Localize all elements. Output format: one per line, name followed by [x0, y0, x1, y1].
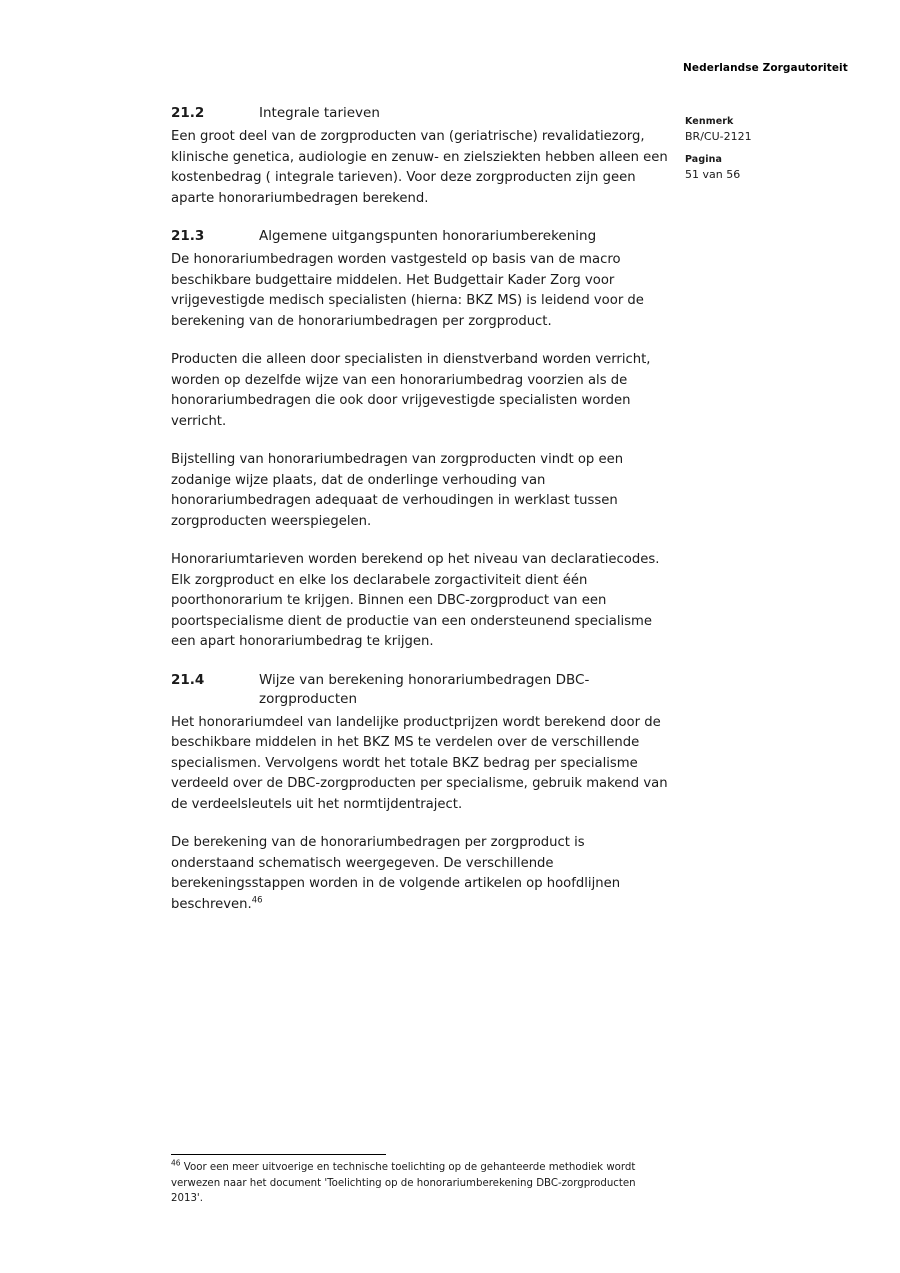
- footnote: [171, 1160, 661, 1207]
- paragraph: Het honorariumdeel van landelijke productprijzen wordt berekend door de beschikbare middelen in het BKZ MS te verdelen over de verschillende specialismen. Vervolgens wordt het totale BKZ bedrag per specialisme verdeeld over de DBC-zorgproducten per specialisme, gebruik makend van de verdeelsleutels uit het normtijdentraject.: [171, 714, 668, 812]
- document-body: [171, 104, 671, 933]
- paragraph-with-footnote: [171, 833, 671, 915]
- pagina-label: Pagina: [685, 154, 722, 165]
- section-21-4: [171, 671, 671, 916]
- pagina-value: 51 van 56: [685, 168, 741, 181]
- footnote-marker: 46: [251, 895, 263, 906]
- section-heading: [171, 671, 671, 709]
- paragraph: Honorariumtarieven worden berekend op het niveau van declaratiecodes. Elk zorgproduct en elke los declarabele zorgactiviteit dient één poorthonorarium te krijgen. Binnen een DBC-zorgproduct van een poortspecialisme dient de productie van een ondersteunend specialisme een apart honorariumbedrag te krijgen.: [171, 552, 660, 649]
- footnote-number: 46: [171, 1158, 181, 1168]
- paragraph: De honorariumbedragen worden vastgesteld op basis van de macro beschikbare budgettaire middelen. Het Budgettair Kader Zorg voor vrijgevestigde medisch specialisten (hierna: BKZ MS) is leidend voor de berekening van de honorariumbedragen per zorgproduct.: [171, 252, 644, 329]
- section-21-2: [171, 104, 671, 209]
- paragraph: Producten die alleen door specialisten in dienstverband worden verricht, worden op dezelfde wijze van een honorariumbedrag voorzien als de honorariumbedragen die ook door vrijgevestigde specialisten worden verricht.: [171, 352, 651, 429]
- document-meta: [685, 114, 865, 190]
- section-title: Integrale tarieven: [259, 105, 380, 121]
- footnote-text: Voor een meer uitvoerige en technische toelichting op de gehanteerde methodiek wordt verwezen naar het document 'Toelichting op de honorariumberekening DBC-zorgproducten 2013'.: [171, 1162, 636, 1204]
- paragraph-text: De berekening van de honorariumbedragen per zorgproduct is onderstaand schematisch weergegeven. De verschillende berekeningsstappen worden in de volgende artikelen op hoofdlijnen beschreven.: [171, 835, 621, 912]
- kenmerk-value: BR/CU-2121: [685, 130, 752, 143]
- section-title: Algemene uitgangspunten honorariumberekening: [259, 228, 597, 244]
- organisation-name: Nederlandse Zorgautoriteit: [683, 62, 848, 74]
- section-number: 21.3: [171, 228, 205, 244]
- footnote-separator: [171, 1154, 386, 1155]
- section-heading: [171, 104, 671, 123]
- section-title: Wijze van berekening honorariumbedragen DBC-zorgproducten: [259, 671, 590, 707]
- paragraph: Een groot deel van de zorgproducten van (geriatrische) revalidatiezorg, klinische genetica, audiologie en zenuw- en zielsziekten hebben alleen een kostenbedrag ( integrale tarieven). Voor deze zorgproducten zijn geen aparte honorariumbedragen berekend.: [171, 129, 668, 206]
- kenmerk-label: Kenmerk: [685, 116, 734, 127]
- section-number: 21.2: [171, 105, 205, 121]
- section-21-3: [171, 227, 671, 653]
- paragraph: Bijstelling van honorariumbedragen van zorgproducten vindt op een zodanige wijze plaats, dat de onderlinge verhouding van honorariumbedragen adequaat de verhoudingen in werklast tussen zorgproducten weerspiegelen.: [171, 452, 624, 529]
- section-number: 21.4: [171, 671, 205, 688]
- section-heading: [171, 227, 671, 246]
